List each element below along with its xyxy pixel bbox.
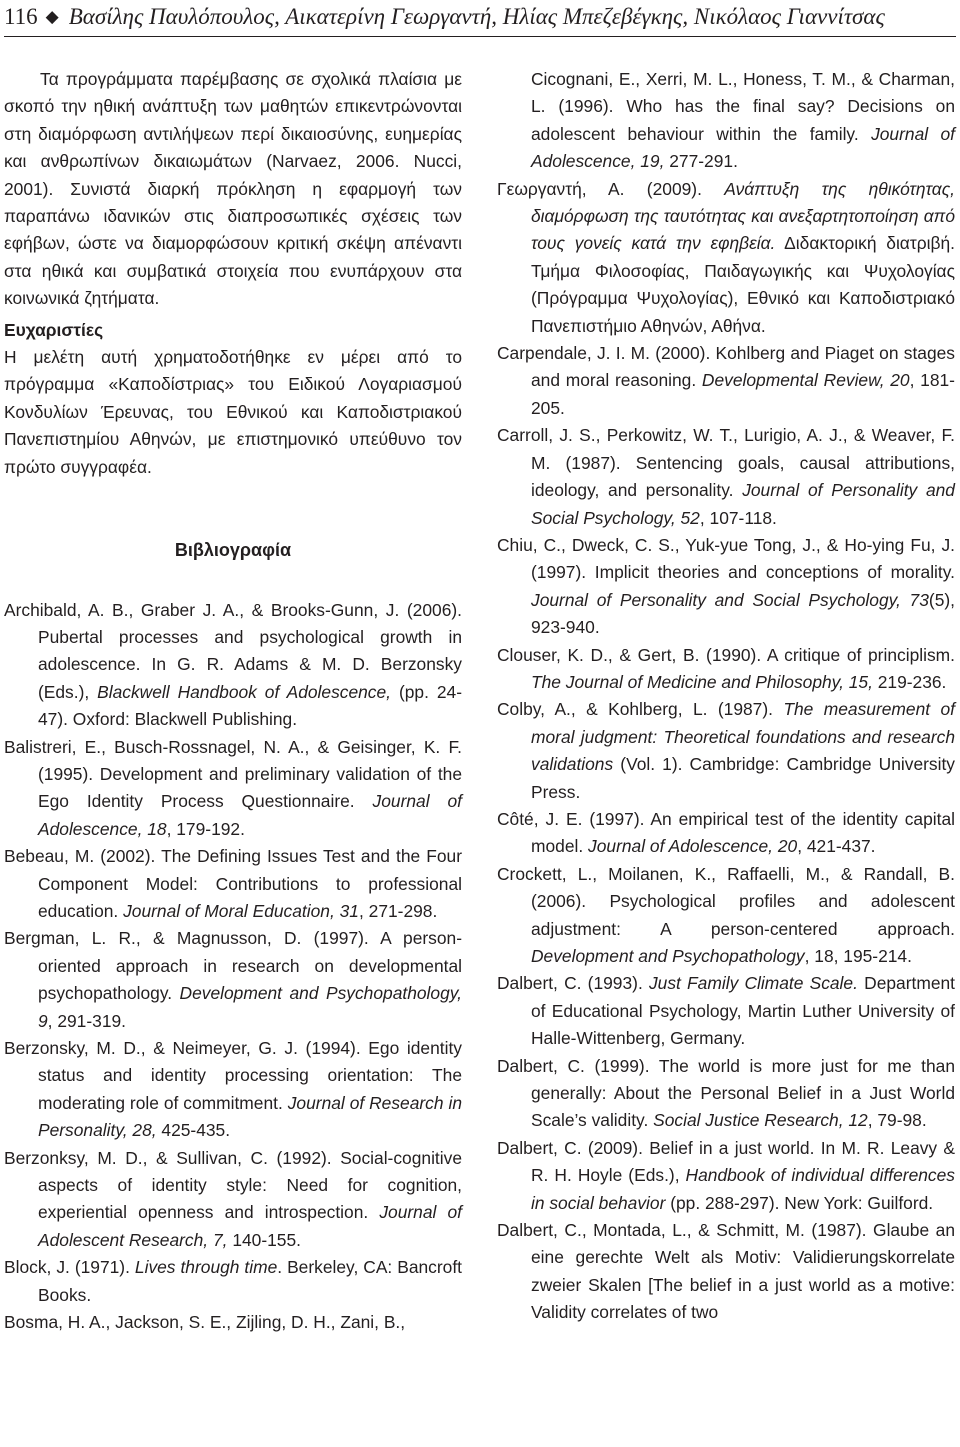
reference-item: Crockett, L., Moilanen, K., Raffaelli, M., & Randall, B. (2006). Psychological profiles and adolescent adjustment: A person-centered approach. Development and Psychopathology, 18, 195-214. bbox=[497, 863, 955, 966]
reference-item: Balistreri, E., Busch-Rossnagel, N. A., & Geisinger, K. F. (1995). Development and preliminary validation of the Ego Identity Process Questionnaire. Journal of Adolescence, 18, 179-192. bbox=[4, 736, 462, 839]
header-authors: Βασίλης Παυλόπουλος, Αικατερίνη Γεωργαντή, Ηλίας Μπεζεβέγκης, Νικόλαος Γιαννίτσας bbox=[68, 4, 885, 29]
reference-item: Colby, A., & Kohlberg, L. (1987). The measurement of moral judgment: Theoretical foundations and research validations (Vol. 1). Cambridge: Cambridge University Press. bbox=[497, 699, 955, 802]
bibliography-heading: Βιβλιογραφία bbox=[174, 540, 292, 561]
left-column bbox=[4, 66, 462, 1336]
right-column bbox=[497, 66, 955, 1327]
reference-item: Côté, J. E. (1997). An empirical test of the identity capital model. Journal of Adolescence, 20, 421-437. bbox=[497, 808, 955, 857]
reference-item: Bosma, H. A., Jackson, S. E., Zijling, D. H., Zani, B., bbox=[4, 1312, 406, 1333]
reference-item: Block, J. (1971). Lives through time. Berkeley, CA: Bancroft Books. bbox=[4, 1257, 462, 1305]
intro-paragraph: Τα προγράμματα παρέμβασης σε σχολικά πλαίσια με σκοπό την ηθική ανάπτυξη των μαθητών επικεντρώνονται στη διαμόρφωση αντιλήψεων περί δικαιοσύνης, ευημερίας και ανθρωπίνων δικαιωμάτων (Narvaez, 2006. Nucci, 2001). Συνιστά διαρκή πρόκληση η εφαρμογή των παραπάνω ιδανικών στις διαπροσωπικές σχέσεις των εφήβων, ώστε να διαμορφώσουν κριτική σκέψη απέναντι στα ηθικά και συμβατικά στοιχεία που ενυπάρχουν στα κοινωνικά ζητήματα. bbox=[4, 69, 462, 309]
reference-item: Clouser, K. D., & Gert, B. (1990). A critique of principlism. The Journal of Medicine and Philosophy, 15, 219-236. bbox=[497, 644, 955, 692]
reference-item: Bebeau, M. (2002). The Defining Issues Test and the Four Component Model: Contributions to professional education. Journal of Moral Education, 31, 271-298. bbox=[4, 846, 462, 921]
reference-item: Carpendale, J. I. M. (2000). Kohlberg and Piaget on stages and moral reasoning. Developmental Review, 20, 181-205. bbox=[497, 343, 955, 418]
reference-item: Dalbert, C., Montada, L., & Schmitt, M. (1987). Glaube an eine gerechte Welt als Motiv: Validierungskorrelate zweier Skalen [The belief in a just world as a motive: Validity correlates of two bbox=[497, 1220, 955, 1323]
reference-item: Bergman, L. R., & Magnusson, D. (1997). A person-oriented approach in research on developmental psychopathology. Development and Psychopathology, 9, 291-319. bbox=[4, 928, 462, 1031]
reference-item: Chiu, C., Dweck, C. S., Yuk-yue Tong, J., & Ho-ying Fu, J. (1997). Implicit theories and conceptions of morality. Journal of Personality and Social Psychology, 73(5), 923-940. bbox=[497, 534, 955, 638]
reference-item: Carroll, J. S., Perkowitz, W. T., Lurigio, A. J., & Weaver, F. M. (1987). Sentencing goals, causal attributions, ideology, and personality. Journal of Personality and Social Psychology, 52, 107-118. bbox=[497, 425, 955, 528]
acknowledgements-heading: Ευχαριστίες bbox=[4, 319, 104, 340]
reference-item: Cicognani, E., Xerri, M. L., Honess, T. M., & Charman, L. (1996). Who has the final say? Decisions on adolescent behaviour within the family. Journal of Adolescence, 19, 277-291. bbox=[531, 69, 955, 172]
reference-item: Γεωργαντή, Α. (2009). Ανάπτυξη της ηθικότητας, διαμόρφωση της ταυτότητας και ανεξαρτητοποίηση από τους γονείς κατά την εφηβεία. Διδακτορική διατριβή. Τμήμα Φιλοσοφίας, Παιδαγωγικής και Ψυχολογίας (Πρόγραμμα Ψυχολογίας), Εθνικό και Καποδιστριακό Πανεπιστήμιο Αθηνών, Αθήνα. bbox=[497, 178, 956, 336]
reference-item: Berzonksy, M. D., & Sullivan, C. (1992). Social-cognitive aspects of identity style: Need for cognition, experiential openness and introspection. Journal of Adolescent Research, 7, 140-155. bbox=[4, 1147, 462, 1250]
reference-item: Dalbert, C. (1993). Just Family Climate Scale. Department of Educational Psychology, Martin Luther University of Halle-Wittenberg, Germany. bbox=[497, 973, 955, 1049]
reference-item: Dalbert, C. (2009). Belief in a just world. In M. R. Leavy & R. H. Hoyle (Eds.), Handbook of individual differences in social behavior (pp. 288-297). New York: Guilford. bbox=[497, 1137, 955, 1213]
running-header bbox=[4, 2, 956, 37]
diamond-separator-icon: ◆ bbox=[45, 7, 59, 26]
reference-item: Berzonsky, M. D., & Neimeyer, G. J. (1994). Ego identity status and identity processing orientation: The moderating role of commitment. Journal of Research in Personality, 28, 425-435. bbox=[4, 1038, 463, 1141]
acknowledgements-text: Η μελέτη αυτή χρηματοδοτήθηκε εν μέρει από το πρόγραμμα «Καποδίστριας» του Ειδικού Λογαριασμού Κονδυλίων Έρευνας, του Εθνικού και Καποδιστριακού Πανεπιστημίου Αθηνών, με επιστημονικό υπεύθυνο τον πρώτο συγγραφέα. bbox=[4, 347, 462, 477]
reference-item: Archibald, A. B., Graber J. A., & Brooks-Gunn, J. (2006). Pubertal processes and psychological growth in adolescence. In G. R. Adams & M. D. Berzonsky (Eds.), Blackwell Handbook of Adolescence, (pp. 24-47). Oxford: Blackwell Publishing. bbox=[4, 599, 462, 730]
reference-item: Dalbert, C. (1999). The world is more just for me than generally: About the Personal Belief in a Just World Scale’s validity. Social Justice Research, 12, 79-98. bbox=[497, 1055, 955, 1131]
page-number: 116 bbox=[4, 4, 38, 29]
